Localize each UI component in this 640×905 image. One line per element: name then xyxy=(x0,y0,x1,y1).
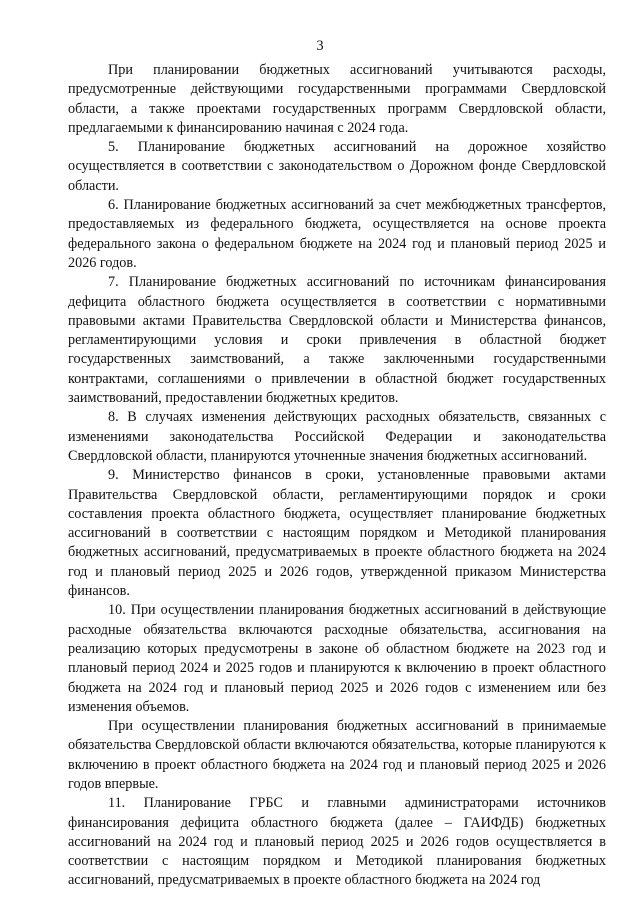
paragraph-9-ministry-of-finance: 9. Министерство финансов в сроки, установленные правовыми актами Правительства Свердловской области, регламентирующими порядок и сроки составления проекта областного бюджета, осуществляет планирование бюджетных ассигнований в соответствии с настоящим порядком и Методикой планирования бюджетных ассигнований, предусматриваемых в проекте областного бюджета на 2024 год и плановый период 2025 и 2026 годов, утвержденной приказом Министерства финансов. xyxy=(68,467,606,600)
paragraph-budget-programs: При планировании бюджетных ассигнований учитываются расходы, предусмотренные действующими государственными программами Свердловской области, а также проектами государственных программ Свердловской области, предлагаемыми к финансированию начиная с 2024 года. xyxy=(68,62,606,136)
document-body xyxy=(68,61,606,891)
paragraph-5-road-fund: 5. Планирование бюджетных ассигнований на дорожное хозяйство осуществляется в соответствии с законодательством о Дорожном фонде Свердловской области. xyxy=(68,139,606,194)
paragraph-6-federal-transfers: 6. Планирование бюджетных ассигнований за счет межбюджетных трансфертов, предоставляемых из федерального бюджета, осуществляется на основе проекта федерального закона о федеральном бюджете на 2024 год и плановый период 2025 и 2026 годов. xyxy=(68,197,606,271)
paragraph-11-grbs-planning: 11. Планирование ГРБС и главными администраторами источников финансирования дефицита областного бюджета (далее – ГАИФДБ) бюджетных ассигнований на 2024 год и плановый период 2025 и 2026 годов осуществляется в соответствии с настоящим порядком и Методикой планирования бюджетных ассигнований, предусматриваемых в проекте областного бюджета на 2024 год xyxy=(68,795,606,889)
paragraph-10-existing-obligations: 10. При осуществлении планирования бюджетных ассигнований в действующие расходные обязательства включаются расходные обязательства, ассигнования на реализацию которых предусмотрены в законе об областном бюджете на 2023 год и плановый период 2024 и 2025 годов и планируются к включению в проект областного бюджета на 2024 год и плановый период 2025 и 2026 годов с изменением или без изменения объемов. xyxy=(68,602,606,715)
paragraph-7-deficit-financing: 7. Планирование бюджетных ассигнований по источникам финансирования дефицита областного бюджета осуществляется в соответствии с нормативными правовыми актами Правительства Свердловской области и Министерства финансов, регламентирующими условия и сроки привлечения в областной бюджет государственных заимствований, а также заключенными государственными контрактами, соглашениями о привлечении в областной бюджет государственных заимствований, предоставлении бюджетных кредитов. xyxy=(68,274,606,407)
page-number: 3 xyxy=(316,38,324,54)
paragraph-8-obligation-changes: 8. В случаях изменения действующих расходных обязательств, связанных с изменениями законодательства Российской Федерации и законодательства Свердловской области, планируются уточненные значения бюджетных ассигнований. xyxy=(68,409,606,464)
paragraph-accepted-obligations: При осуществлении планирования бюджетных ассигнований в принимаемые обязательства Свердловской области включаются обязательства, которые планируются к включению в проект областного бюджета на 2024 год и плановый период 2025 и 2026 годов впервые. xyxy=(68,718,606,792)
